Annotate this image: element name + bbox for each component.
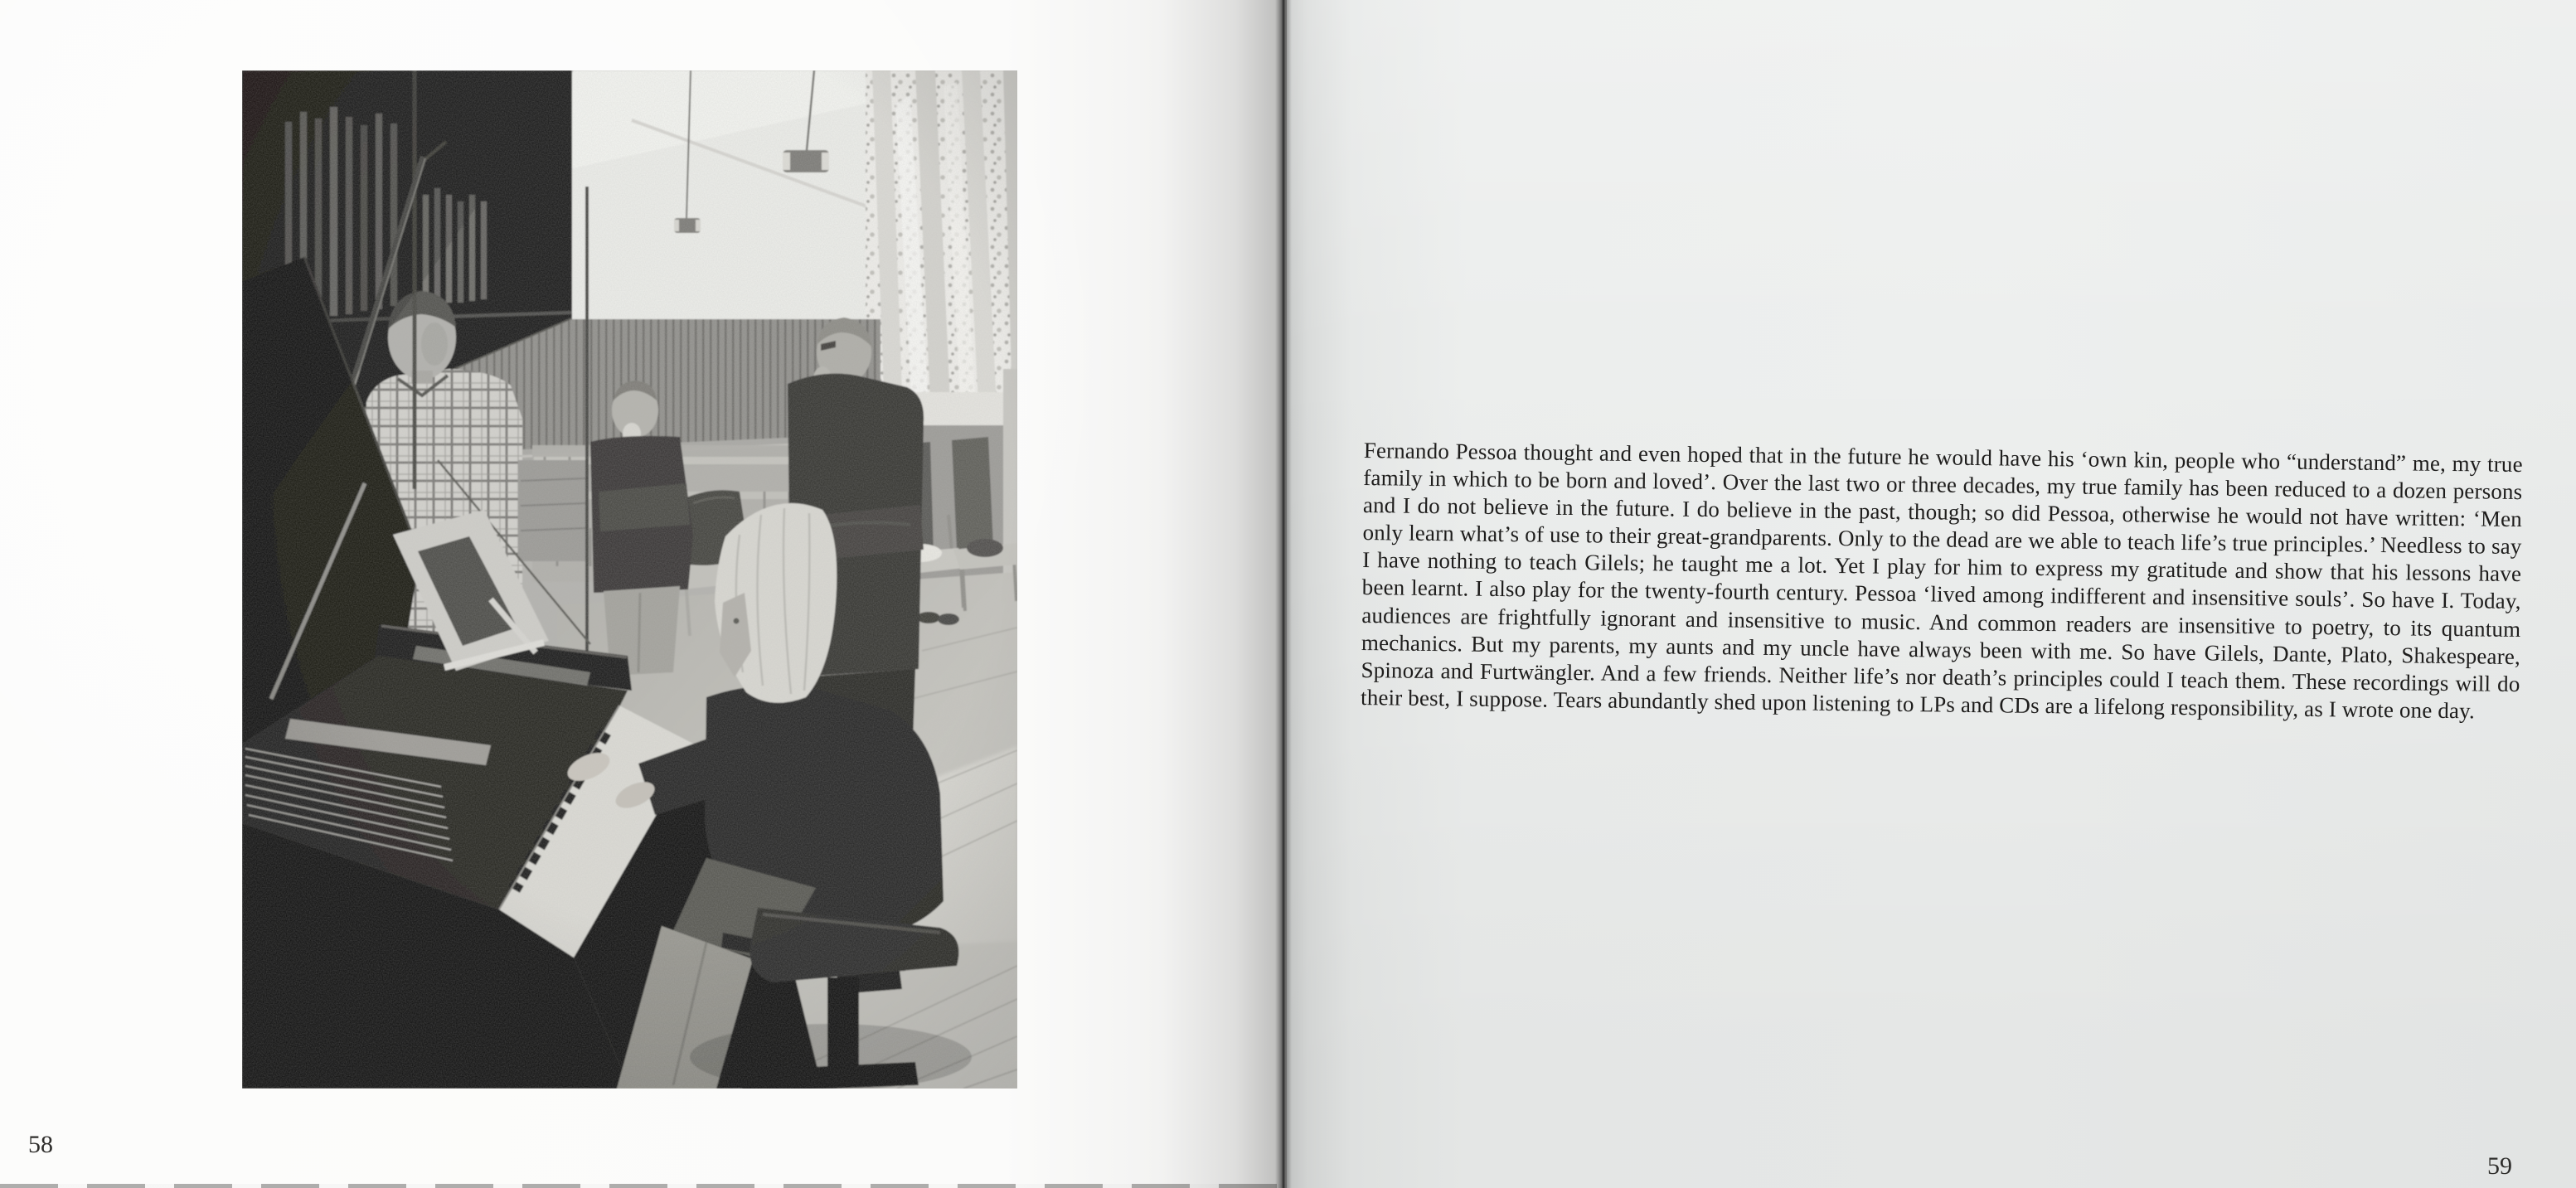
page-number-right: 59 xyxy=(2487,1152,2512,1180)
body-text: Fernando Pessoa thought and even hoped that in the future he would have his ‘own kin, people who “understand” me, my true family in which to be born and loved’. Over the last two or three decades, my true family has been reduced to a dozen persons and I do not believe in the future. I do believe in the past, though; so did Pessoa, otherwise he would not have written: ‘Men only learn what’s of use to their great-grandparents. Only to the dead are we able to teach life’s true principles.’ Needless to say I have nothing to teach Gilels; he taught me a lot. Yet I play for him to express my gratitude and show that his lessons have been learnt. I also play for the twenty-fourth century. Pessoa ‘lived among indifferent and insensitive souls’. So have I. Today, audiences are frightfully ignorant and insensitive to music. And common readers are insensitive to poetry, to its quantum mechanics. But my parents, my aunts and my uncle have always been with me. So have Gilels, Dante, Plato, Shakespeare, Spinoza and Furtwängler. And a few friends. Neither life’s nor death’s principles could I teach them. These recordings will do their best, I suppose. Tears abundantly shed upon listening to LPs and CDs are a lifelong responsibility, as I wrote one day. xyxy=(1360,437,2523,724)
photograph xyxy=(242,70,1017,1089)
left-page xyxy=(0,0,1287,1188)
scan-edge xyxy=(0,1184,1287,1188)
page-number-left: 58 xyxy=(28,1131,53,1158)
photo-illustration xyxy=(242,70,1017,1089)
film-grain-overlay xyxy=(242,70,1017,1089)
